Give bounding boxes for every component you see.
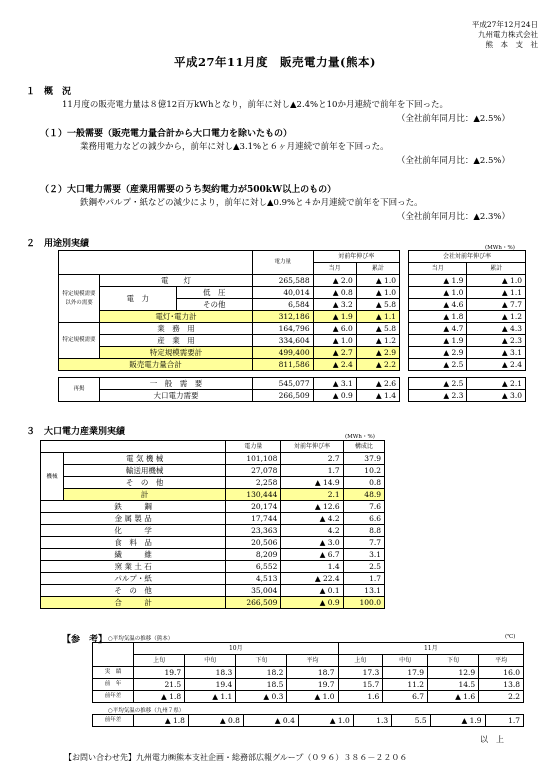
usage-heading: ２ 用途別実績 [26,239,90,249]
col-yoy: 対前年伸び率 [313,251,399,263]
table-row: 繊 維 8,209 ▲ 6.7 3.1 [41,549,385,561]
general-demand-note: （全社前年同月比：▲2.5%） [396,156,510,166]
overview-heading: １ 概 況 [26,87,72,97]
table-row: 化 学 23,363 4.2 8.8 [41,525,385,537]
temp-unit: (℃) [505,634,516,640]
table-row: 鉄 鋼 20,174 ▲ 12.6 7.6 [41,501,385,513]
table-row: 前年差 ▲ 1.8 ▲ 1.1 ▲ 0.3 ▲ 1.0 1.6 6.7 ▲ 1.6 2.2 [93,691,524,703]
table-row: 食 料 品 20,506 ▲ 3.0 7.7 [41,537,385,549]
contact-info: 【お問い合わせ先】九州電力㈱熊本支社企画・総務部広報グループ（０９６）３８６－２２０６ [64,753,408,762]
large-demand-text: 鉄鋼やパルプ・紙などの減少により，前年に対し▲0.9%と４か月連続で前年を下回った。 [80,198,423,208]
table-row: 特定規模需要計 499,400 ▲ 2.7 ▲ 2.9 [59,347,400,359]
general-demand-heading: （１）一般需要（販売電力量合計から大口電力を除いたもの） [40,129,293,139]
table-row: 電灯･電力計 312,186 ▲ 1.9 ▲ 1.1 [59,311,400,323]
report-date: 平成27年12月24日 [471,20,538,29]
col-power: 電力量 [253,251,314,275]
table-row: 特定規模需要 業 務 用 164,796 ▲ 6.0 ▲ 5.8 [59,323,400,335]
overview-note: （全社前年同月比：▲2.5%） [396,114,510,124]
col-cum: 累計 [356,263,399,275]
industry-heading: ３ 大口電力産業別実績 [26,427,126,437]
industry-table: 電力量 対前年伸び率 構成比 機械 電 気 機 械 101,108 2.7 37.9 輸送用機械 27,078 1.7 10.2 そ の 他 2,258 ▲ 14.9 0.8 計 130,444 2.1 48.9 鉄 鋼 20,174 ▲ 12.6 7.6 金 属 製 品 17,744 ▲ 4.2 6.6 化 学 23,363 4.2 8.8 食 料 品 20,506 ▲ 3.0 7.7 繊 維 8,209 ▲ 6.7 3.1 窯 業 土 石 6,552 1.4 2.5 パルプ・紙 4,513 ▲ 22.4 1.7 そ の 他 35,004 ▲ 0.1 13.1 合 計 266,509 ▲ 0.9 100.0 [40,440,385,609]
table-row: 特定規模需要以外の需要 電 灯 265,588 ▲ 2.0 ▲ 1.0 [59,275,400,287]
temp-title: ○平均気温の推移（熊本） [108,636,174,642]
table-row: そ の 他 35,004 ▲ 0.1 13.1 [41,585,385,597]
table-row: 窯 業 土 石 6,552 1.4 2.5 [41,561,385,573]
table-row: 前 年 21.5 19.4 18.5 19.7 15.7 11.2 14.5 13.8 [93,679,524,691]
group-specific: 特定規模需要 [59,323,100,359]
table-row: 実 績 19.7 18.3 18.2 18.7 17.3 17.9 12.9 16.0 [93,667,524,679]
table-row: パルプ・紙 4,513 ▲ 22.4 1.7 [41,573,385,585]
company-name: 九州電力株式会社 [478,30,538,39]
temperature-table-kyushu [92,714,524,727]
table-row: 再掲 一 般 需 要 545,077 ▲ 3.1 ▲ 2.6 [59,378,400,390]
table-row: 前年差 ▲ 1.8 ▲ 0.8 ▲ 0.4 ▲ 1.0 1.3 5.5 ▲ 1.9 1.7 [93,715,524,727]
table-row: 金 属 製 品 17,744 ▲ 4.2 6.6 [41,513,385,525]
table-row: 計 130,444 2.1 48.9 [41,489,385,501]
end-mark: 以 上 [480,735,504,744]
reference-heading: 【参 考】 [62,635,108,645]
temperature-table: 10月 11月 上旬 中旬 下旬 平均 上旬 中旬 下旬 平均 実 績 19.7 18.3 18.2 18.7 17.3 17.9 12.9 16.0 前 年 21.5 19.4 18.5 19.7 15.7 11.2 14.5 13.8 前年差 ▲ 1.8 ▲ 1.1 ▲ 0.3 ▲ 1.0 1.6 6.7 ▲ 1.6 2.2 [92,642,524,703]
branch-name: 熊 本 支 社 [485,40,538,49]
col-month: 当月 [313,263,356,275]
table-row: その他 6,584 ▲ 3.2 ▲ 5.8 [59,299,400,311]
company-yoy-table: 会社対前年伸び率 当月 累計 ▲ 1.9 ▲ 1.0 ▲ 1.0 ▲ 1.1 ▲ 4.6 ▲ 7.7 ▲ 1.8 ▲ 1.2 ▲ 4.7 ▲ 4.3 ▲ 1.9 ▲ 2.3 ▲ 2.9 ▲ 3.1 ▲ 2.5 ▲ 2.4 ▲ 2.5 ▲ 2.1 ▲ 2.3 ▲ 3.0 [408,250,526,402]
large-demand-heading: （２）大口電力需要（産業用需要のうち契約電力が500kW以上のもの） [40,185,337,195]
table-row: 機械 電 気 機 械 101,108 2.7 37.9 [41,453,385,465]
industry-unit: (MWh・%) [345,434,375,440]
usage-table [58,250,400,402]
table-row: 合 計 266,509 ▲ 0.9 100.0 [41,597,385,609]
general-demand-text: 業務用電力などの減少から，前年に対し▲3.1%と６ヶ月連続で前年を下回った。 [80,142,389,152]
table-row: 販売電力量合計 811,586 ▲ 2.4 ▲ 2.2 [59,359,400,371]
table-row: 輸送用機械 27,078 1.7 10.2 [41,465,385,477]
group-other: 特定規模需要以外の需要 [59,275,100,323]
table-row: 電 力 低 圧 40,014 ▲ 0.8 ▲ 1.0 [59,287,400,299]
page-title: 平成27年11月度 販売電力量(熊本) [174,55,376,69]
table-row: 大口電力需要 266,509 ▲ 0.9 ▲ 1.4 [59,390,400,402]
usage-unit: (MWh・%) [485,245,515,251]
table-row: 産 業 用 334,604 ▲ 1.0 ▲ 1.2 [59,335,400,347]
machine-group: 機械 [41,453,64,501]
table-row: そ の 他 2,258 ▲ 14.9 0.8 [41,477,385,489]
overview-text: 11月度の販売電力量は８億12百万kWhとなり，前年に対し▲2.4%と10か月連続で前年を下回った。 [62,100,448,110]
large-demand-note: （全社前年同月比：▲2.3%） [396,212,510,222]
temp-title-kyushu: ○平均気温の推移（九州７県） [108,708,185,714]
header-block [472,20,538,50]
